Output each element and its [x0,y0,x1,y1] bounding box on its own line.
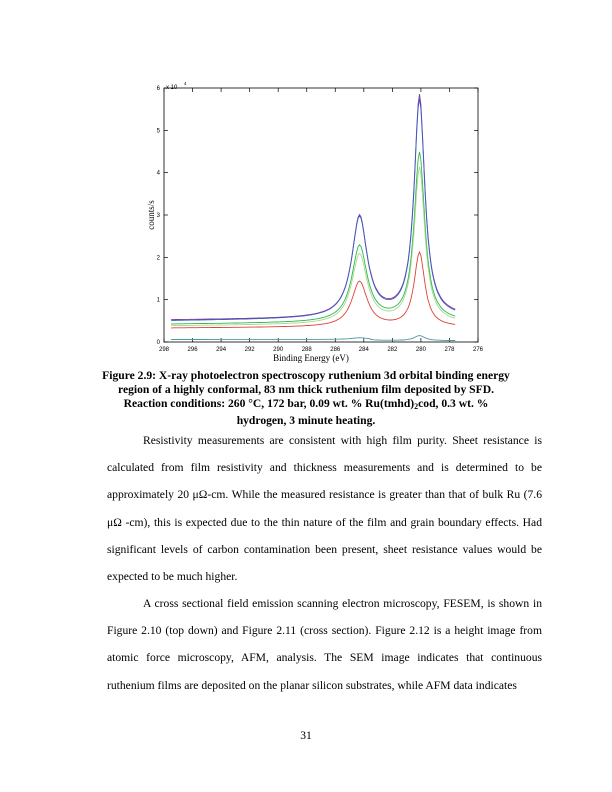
figure-caption [100,369,512,428]
plot-frame [164,88,478,342]
y-tick-label: 0 [156,340,160,346]
series-line-teal-low [171,336,455,341]
x-tick-label: 288 [301,347,312,353]
x-tick-label: 296 [187,347,198,353]
y-tick-label: 4 [156,170,160,177]
paragraph-resistivity: Resistivity measurements are consistent with high film purity. Sheet resistance is calculated from film resistivity and thickness measurements and is determined to be approximately 20 μΩ-cm. While the measured resistance is greater than that of bulk Ru (7.6 μΩ -cm), this is expected due to the thin nature of the film and grain boundary effects. Had significant levels of carbon contamination been present, sheet resistance values would be expected to be much higher. [107,434,542,584]
x-tick-label: 298 [158,347,170,353]
x-tick-label: 278 [444,347,455,353]
x-tick-label: 276 [472,347,484,353]
x-tick-label: 292 [244,347,255,353]
y-tick-label: 3 [156,213,160,219]
x-axis-label: Binding Energy (eV) [273,353,349,363]
paragraph-fesem: A cross sectional field emission scanning electron microscopy, FESEM, is shown in Figure 2.10 (top down) and Figure 2.11 (cross section). Figure 2.12 is a height image from atomic force microscopy, AFM, analysis. The SEM image indicates that continuous ruthenium films are deposited on the planar silicon substrates, while AFM data indicates [107,597,542,692]
series-line-red [171,252,455,328]
y-tick-label: 6 [156,86,160,92]
xps-chart [140,80,510,370]
figure-label: Figure 2.9: [102,369,157,382]
caption-text-b: cod, 0.3 wt. % hydrogen, 3 minute heating. [236,397,489,427]
x-tick-label: 286 [330,347,341,353]
x-tick-label: 282 [387,347,398,353]
y-exponent: 4 [184,81,187,86]
x-tick-label: 280 [415,347,426,353]
series-line-light-green [171,167,455,326]
y-tick-label: 2 [156,255,160,262]
xps-chart-svg [140,80,510,370]
x-tick-label: 294 [216,347,227,353]
x-tick-label: 290 [273,347,284,353]
series-line-blue [171,98,455,320]
y-tick-label: 5 [156,128,160,135]
series-line-green [171,152,455,324]
caption-text-a: X-ray photoelectron spectroscopy ruthenium 3d orbital binding energy region of a highly conformal, 83 nm thick ruthenium film deposited by SFD. Reaction conditions: 260 °C, 172 bar, 0.09 wt. % Ru(tmhd) [118,369,510,410]
y-multiplier: x 10 [166,85,178,91]
caption-subscript: 2 [414,402,419,411]
page-number: 31 [300,729,312,742]
x-tick-label: 284 [358,347,369,353]
y-tick-label: 1 [156,297,160,304]
y-axis-label: counts/s [146,200,156,230]
